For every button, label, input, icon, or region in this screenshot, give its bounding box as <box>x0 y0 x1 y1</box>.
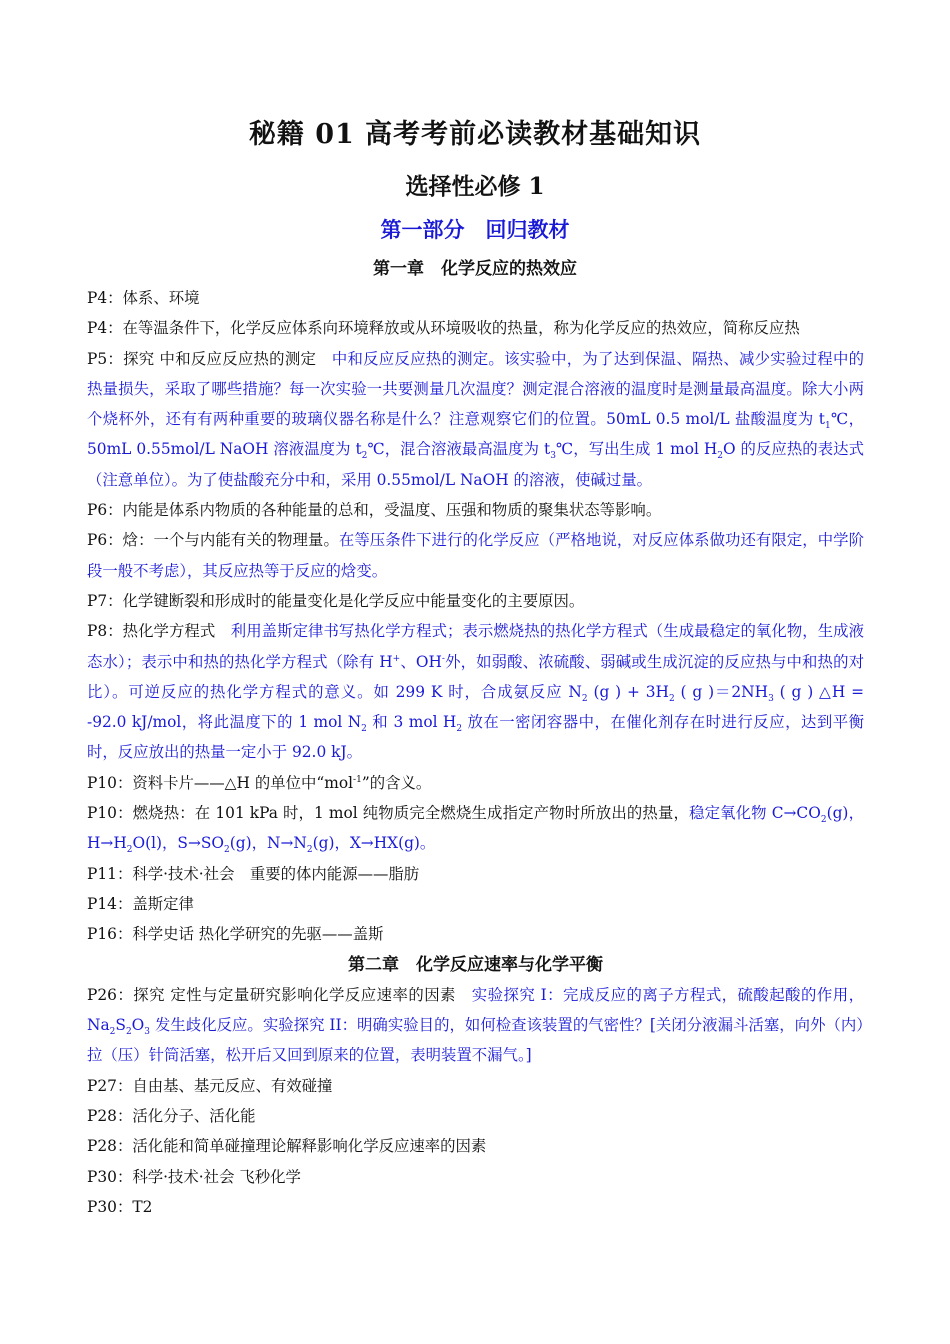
part-heading: 第一部分 回归教材 <box>380 217 570 242</box>
para-p30-t2: P30：T2 <box>87 1197 153 1216</box>
p8-note: 利用盖斯定律书写热化学方程式；表示燃烧热的热化学方程式（生成最稳定的氧化物，生成液态水）；表示中和热的热化学方程式（除有 H+、OH-外，如弱酸、浓硫酸、弱碱或生成沉淀的反应热与中和热的对比）。可逆反应的热化学方程式的意义。如 299 K 时，合成氨反应 $N_2$ (g ) + $3H_2$ ( g )$=2NH_3$ ( g ) △H = -92.0 kJ/mol，将此温度下的 1 mol $N_2$ 和 3 mol $H_2$ 放在一密闭容器中，在催化剂存在时进行反应，达到平衡时，反应放出的热量一定小于 92.0 kJ。 <box>87 622 864 762</box>
para-p8-thermochemical-equation <box>87 616 864 767</box>
p26-label: P26：探究 定性与定量研究影响化学反应速率的因素 <box>87 985 472 1004</box>
para-p30-femtochemistry: P30：科学·技术·社会 飞秒化学 <box>87 1167 301 1186</box>
chapter1-heading: 第一章 化学反应的热效应 <box>373 259 577 279</box>
p26-note: 实验探究 I：完成反应的离子方程式，硫酸起酸的作用，$Na_2S_2O_3$ 发生歧化反应。实验探究 II：明确实验目的，如何检查该装置的气密性？[关闭分液漏斗活塞，向外（内）拉（压）针筒活塞，松开后又回到原来的位置，表明装置不漏气。] <box>87 985 864 1065</box>
p10-note: 稳定氧化物 $C\to CO_2(g)$，$H\to H_2O(l)$，$S\to SO_2(g)$，$N\to N_2(g)$，X→HX(g)。 <box>87 804 864 856</box>
p5-label: P5：探究 中和反应反应热的测定 <box>87 349 332 368</box>
para-p4-system: P4：体系、环境 <box>87 289 200 307</box>
para-p7-bond-energy: P7：化学键断裂和形成时的能量变化是化学反应中能量变化的主要原因。 <box>87 591 585 610</box>
document-title: 秘籍 01 高考考前必读教材基础知识 <box>248 119 702 150</box>
para-p5-experiment <box>87 344 864 495</box>
para-p6-internal-energy: P6：内能是体系内物质的各种能量的总和，受温度、压强和物质的聚集状态等影响。 <box>87 501 662 520</box>
para-p28-activated-molecule: P28：活化分子、活化能 <box>87 1107 256 1126</box>
para-p28-collision-theory: P28：活化能和简单碰撞理论解释影响化学反应速率的因素 <box>87 1137 487 1156</box>
p6-label: P6：焓：一个与内能有关的物理量。 <box>87 531 339 550</box>
para-p16-hess: P16：科学史话 热化学研究的先驱——盖斯 <box>87 925 384 944</box>
p5-note: 中和反应反应热的测定。该实验中，为了达到保温、隔热、减少实验过程中的热量损失，采取了哪些措施？每一次实验一共要测量几次温度？测定混合溶液的温度时是测量最高温度。除大小两个烧杯外，还有有两种重要的玻璃仪器名称是什么？注意观察它们的位置。50mL 0.5 mol/L 盐酸温度为 $t_1℃$，50mL 0.55mol/L NaOH 溶液温度为 $t_2℃$，混合溶液最高温度为 $t_3℃$，写出生成 1 mol $H_2O$ 的反应热的表达式（注意单位）。为了使盐酸充分中和，采用 0.55mol/L NaOH 的溶液，使碱过量。 <box>87 349 865 489</box>
p6-note: 在等压条件下进行的化学反应（严格地说，对反应体系做功还有限定，中学阶段一般不考虑），其反应热等于反应的焓变。 <box>87 531 864 580</box>
para-p27-free-radical: P27：自由基、基元反应、有效碰撞 <box>87 1076 333 1095</box>
p8-label: P8：热化学方程式 <box>87 622 231 641</box>
chapter2-heading: 第二章 化学反应速率与化学平衡 <box>348 954 603 975</box>
content-body <box>87 283 864 1222</box>
para-p11-fat: P11：科学·技术·社会 重要的体内能源——脂肪 <box>87 864 420 883</box>
para-p14-hess-law: P14：盖斯定律 <box>87 894 194 913</box>
para-p4-heat-effect: P4：在等温条件下，化学反应体系向环境释放或从环境吸收的热量，称为化学反应的热效应，简称反应热 <box>87 319 800 338</box>
para-p10-combustion-heat <box>87 798 864 859</box>
document-subtitle: 选择性必修 1 <box>405 173 545 200</box>
para-p26-experiment <box>87 980 864 1071</box>
para-p6-enthalpy <box>87 525 864 586</box>
p10-label: P10：燃烧热：在 101 kPa 时，1 mol 纯物质完全燃烧生成指定产物时所放出的热量， <box>87 804 690 823</box>
para-p10-data-card: P10：资料卡片——△H 的单位中“mol$^{-1}$”的含义。 <box>87 773 432 792</box>
